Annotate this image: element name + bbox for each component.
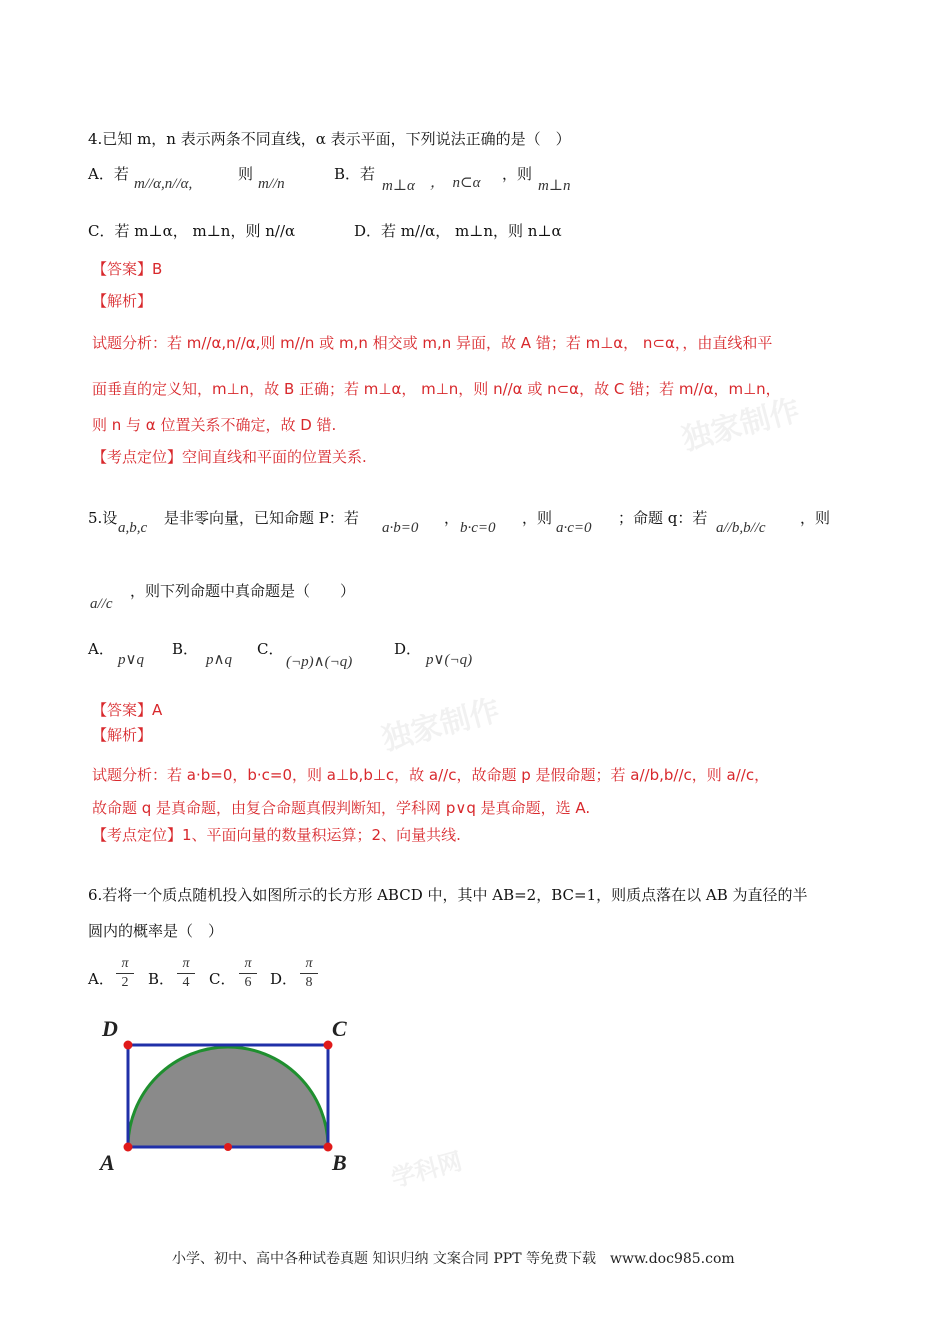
q5-option-a-label: A． xyxy=(88,640,114,658)
q4-option-d: D．若 m//α， m⊥n，则 n⊥α xyxy=(354,222,562,240)
watermark: 独家制作 xyxy=(378,692,504,758)
q4-analysis-line1: 试题分析：若 m//α,n//α,则 m//n 或 m,n 相交或 m,n 异面，故 A 错；若 m⊥α， n⊂α，，由直线和平 xyxy=(92,334,773,352)
page-footer: 小学、初中、高中各种试卷真题 知识归纳 文案合同 PPT 等免费下载 www.doc985.com xyxy=(172,1251,735,1267)
q5-option-c-label: C． xyxy=(257,640,284,658)
q5-stem-start: 5.设 xyxy=(88,509,118,527)
q5-option-a: p∨q xyxy=(118,652,144,668)
q6-option-b-fraction: π 4 xyxy=(177,956,195,991)
q4-option-a-label: A．若 xyxy=(88,165,129,183)
q5-option-d-label: D． xyxy=(394,640,422,658)
q5-knowledge-point: 【考点定位】1、平面向量的数量积运算；2、向量共线. xyxy=(92,826,461,844)
figure-label-b: B xyxy=(332,1150,347,1175)
q4-option-c: C．若 m⊥α， m⊥n，则 n//α xyxy=(88,222,296,240)
q6-option-c-fraction: π 6 xyxy=(239,956,257,991)
watermark: 学科网 xyxy=(388,1147,466,1193)
q5-analysis-line1: 试题分析：若 a·b=0，b·c=0，则 a⊥b,b⊥c，故 a//c，故命题 p 是假命题；若 a//b,b//c，则 a//c， xyxy=(92,766,770,784)
q6-option-b-label: B． xyxy=(148,970,175,988)
figure-label-c: C xyxy=(332,1016,347,1041)
q5-vars: a,b,c xyxy=(118,520,148,536)
q4-knowledge-point: 【考点定位】空间直线和平面的位置关系. xyxy=(92,448,367,466)
q5-answer: 【答案】A xyxy=(92,701,163,719)
q5-p-cond1: a·b=0 xyxy=(382,520,419,536)
q6-option-c-label: C． xyxy=(209,970,236,988)
q4-option-b-result: m⊥n xyxy=(538,178,571,194)
q6-option-d-fraction: π 8 xyxy=(300,956,318,991)
q5-then1: ，则 xyxy=(522,509,553,527)
q5-stem-mid: 是非零向量，已知命题 P：若 xyxy=(164,509,359,527)
figure-label-a: A xyxy=(100,1150,115,1175)
q6-option-a-fraction: π 2 xyxy=(116,956,134,991)
q5-analysis-label: 【解析】 xyxy=(92,726,153,744)
figure-label-d: D xyxy=(102,1016,118,1041)
q4-analysis-label: 【解析】 xyxy=(92,292,153,310)
q5-then2: ，则 xyxy=(800,509,831,527)
q6-stem-line2: 圆内的概率是（ ） xyxy=(88,922,224,940)
q4-analysis-line2: 面垂直的定义知，m⊥n，故 B 正确；若 m⊥α， m⊥n，则 n//α 或 n⊂α，故 C 错；若 m//α，m⊥n， xyxy=(92,380,781,398)
q4-option-b-then: ，则 xyxy=(502,165,533,183)
q4-option-a-cond: m//α,n//α, xyxy=(134,176,193,192)
semicircle-rectangle-figure xyxy=(88,1010,388,1180)
q6-stem-line1: 6.若将一个质点随机投入如图所示的长方形 ABCD 中，其中 AB=2，BC=1，则质点落在以 AB 为直径的半 xyxy=(88,886,808,904)
q5-comma: ， xyxy=(444,509,460,527)
q4-option-b-cond2: ， n⊂α xyxy=(430,175,481,191)
q4-stem: 4.已知 m，n 表示两条不同直线，α 表示平面，下列说法正确的是（ ） xyxy=(88,130,571,148)
q5-option-d: p∨(¬q) xyxy=(426,652,473,668)
q5-q-result: a//c xyxy=(90,596,113,612)
q4-answer: 【答案】B xyxy=(92,260,163,278)
q5-q-cond: a//b,b//c xyxy=(716,520,766,536)
watermark: 独家制作 xyxy=(678,392,804,458)
q4-option-a-result: m//n xyxy=(258,176,285,192)
q5-option-c: (¬p)∧(¬q) xyxy=(286,654,353,670)
q4-option-b-label: B．若 xyxy=(334,165,376,183)
q5-analysis-line2: 故命题 q 是真命题，由复合命题真假判断知，学科网 p∨q 是真命题，选 A. xyxy=(92,799,591,817)
q4-option-b-cond1: m⊥α xyxy=(382,178,415,194)
q5-option-b: p∧q xyxy=(206,652,232,668)
q6-option-d-label: D． xyxy=(270,970,298,988)
q5-p-result: a·c=0 xyxy=(556,520,592,536)
q5-option-b-label: B． xyxy=(172,640,199,658)
q4-analysis-line3: 则 n 与 α 位置关系不确定，故 D 错. xyxy=(92,416,337,434)
q6-option-a-label: A． xyxy=(88,970,114,988)
q4-option-a-then: 则 xyxy=(238,165,254,183)
q5-stem-q: ；命题 q：若 xyxy=(618,509,708,527)
q5-p-cond2: b·c=0 xyxy=(460,520,496,536)
q5-stem-end: ，则下列命题中真命题是（ ） xyxy=(130,582,356,600)
